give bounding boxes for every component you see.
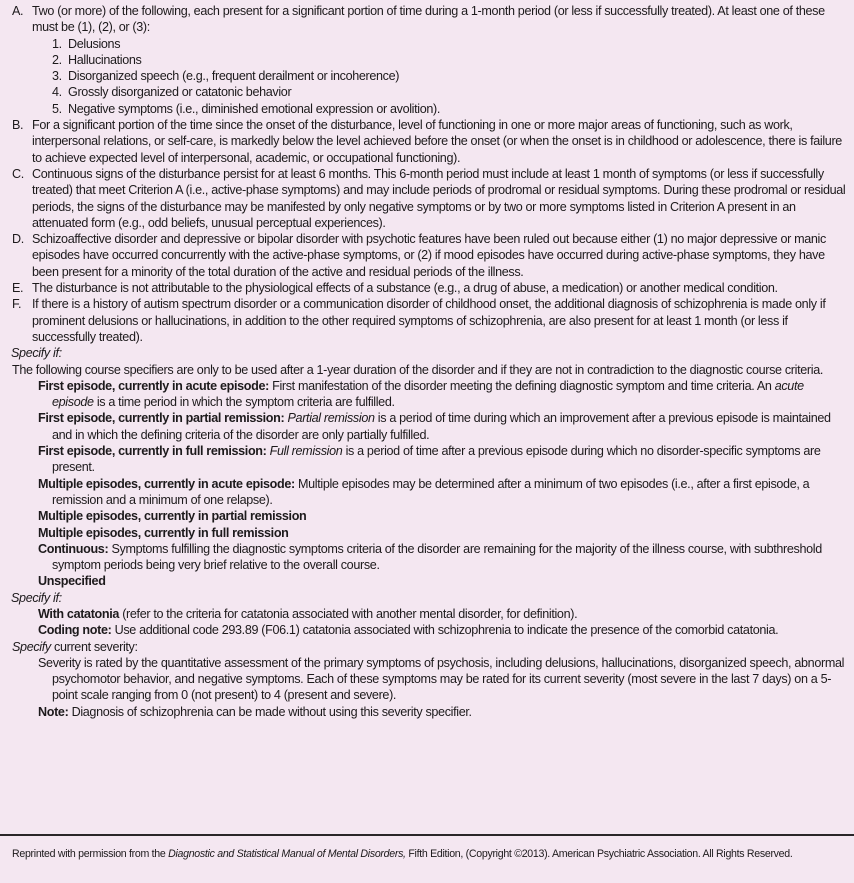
course-specifier: Unspecified bbox=[38, 574, 106, 589]
course-specifier: First episode, currently in partial remission: Partial remission is a period of time during which an improvement after a previous episode is maintained and in which the defining criteria of the disorder are only partially fulfilled. bbox=[38, 411, 831, 442]
course-specifier: Multiple episodes, currently in full remission bbox=[38, 525, 289, 540]
specify-heading: Specify if: bbox=[11, 346, 62, 361]
criterion-text: The disturbance is not attributable to the physiological effects of a substance (e.g., a drug of abuse, a medication) or another medical condition. bbox=[32, 281, 778, 296]
specify-heading: Specify if: bbox=[11, 590, 62, 605]
criterion-label: A. bbox=[12, 4, 24, 18]
copyright-footer: Reprinted with permission from the Diagnostic and Statistical Manual of Mental Disorders, Fifth Edition, (Copyright ©2013). American Psychiatric Association. All Rights Reserved. bbox=[12, 848, 793, 860]
divider bbox=[0, 834, 854, 836]
course-specifiers-intro: The following course specifiers are only to be used after a 1-year duration of the disorder and if they are not in contradiction to the diagnostic course criteria. bbox=[12, 362, 823, 377]
criterion-label: E. bbox=[12, 281, 24, 296]
catatonia-specifier: With catatonia (refer to the criteria for catatonia associated with another mental disorder, for definition). bbox=[38, 606, 578, 621]
criterion-label: C. bbox=[12, 166, 24, 181]
severity-heading: Specify current severity: bbox=[12, 639, 138, 654]
symptom-list bbox=[32, 36, 846, 117]
criterion-text: Schizoaffective disorder and depressive or bipolar disorder with psychotic features have been ruled out because either (1) no major depressive or manic episodes have occurred concurrently with the active-phase symptoms, or (2) if mood episodes have occurred during active-phase symptoms, they have been present for a minority of the total duration of the active and residual periods of the illness. bbox=[32, 232, 826, 279]
criterion-c bbox=[12, 166, 846, 231]
coding-note: Coding note: Use additional code 293.89 (F06.1) catatonia associated with schizophrenia to indicate the presence of the comorbid catatonia. bbox=[38, 623, 779, 638]
criterion-e bbox=[12, 280, 846, 296]
course-specifier: Multiple episodes, currently in partial remission bbox=[38, 509, 307, 524]
criterion-text: Continuous signs of the disturbance persist for at least 6 months. This 6-month period must include at least 1 month of symptoms (or less if successfully treated) that meet Criterion A (i.e., active-phase symptoms) and may include periods of prodromal or residual symptoms. During these prodromal or residual periods, the signs of the disturbance may be manifested by only negative symptoms or by two or more symptoms listed in Criterion A present in an attenuated form (e.g., odd beliefs, unusual perceptual experiences). bbox=[32, 166, 846, 230]
list-item: 2. Hallucinations bbox=[52, 52, 142, 67]
list-item: 5. Negative symptoms (i.e., diminished emotional expression or avolition). bbox=[52, 101, 441, 116]
course-specifier: First episode, currently in full remission: Full remission is a period of time after a previous episode during which no disorder-specific symptoms are present. bbox=[38, 444, 821, 475]
criterion-label: D. bbox=[12, 232, 24, 247]
severity-text: Severity is rated by the quantitative assessment of the primary symptoms of psychosis, including delusions, hallucinations, disorganized speech, abnormal psychomotor behavior, and negative symptoms. Each of these symptoms may be rated for its current severity (most severe in the last 7 days) on a 5-point scale ranging from 0 (not present) to 4 (present and severe). bbox=[38, 655, 845, 703]
course-specifier: Continuous: Symptoms fulfilling the diagnostic symptoms criteria of the disorder are remaining for the majority of the illness course, with subthreshold symptom periods being very brief relative to the overall course. bbox=[38, 541, 822, 573]
list-item: 1. Delusions bbox=[52, 36, 121, 51]
course-specifier: First episode, currently in acute episode: First manifestation of the disorder meeting the defining diagnostic symptom and time criteria. An acute episode is a time period in which the symptom criteria are fulfilled. bbox=[38, 378, 804, 410]
criterion-b bbox=[12, 117, 846, 166]
criterion-d bbox=[12, 231, 846, 280]
criterion-label: F. bbox=[12, 297, 22, 312]
list-item: 4. Grossly disorganized or catatonic behavior bbox=[52, 85, 292, 100]
list-item: 3. Disorganized speech (e.g., frequent derailment or incoherence) bbox=[52, 69, 400, 84]
criterion-text: If there is a history of autism spectrum disorder or a communication disorder of childhood onset, the additional diagnosis of schizophrenia is made only if prominent delusions or hallucinations, in addition to the other required symptoms of schizophrenia, are also present for at least 1 month (or less if successfully treated). bbox=[32, 297, 826, 344]
criterion-text: For a significant portion of the time since the onset of the disturbance, level of functioning in one or more major areas of functioning, such as work, interpersonal relations, or self-care, is markedly below the level achieved before the onset (or when the onset is in childhood or adolescence, there is failure to achieve expected level of interpersonal, academic, or occupational functioning). bbox=[32, 118, 842, 165]
criterion-text: Two (or more) of the following, each present for a significant portion of time during a 1-month period (or less if successfully treated). At least one of these must be (1), (2), or (3): bbox=[32, 4, 825, 35]
criterion-f bbox=[12, 296, 846, 345]
criterion-label: B. bbox=[12, 118, 24, 133]
course-specifier: Multiple episodes, currently in acute episode: Multiple episodes may be determined after a minimum of two episodes (i.e., after a first episode, a remission and a minimum of one relapse). bbox=[38, 476, 810, 507]
criterion-a bbox=[12, 3, 846, 117]
severity-note: Note: Diagnosis of schizophrenia can be made without using this severity specifier. bbox=[38, 704, 472, 719]
